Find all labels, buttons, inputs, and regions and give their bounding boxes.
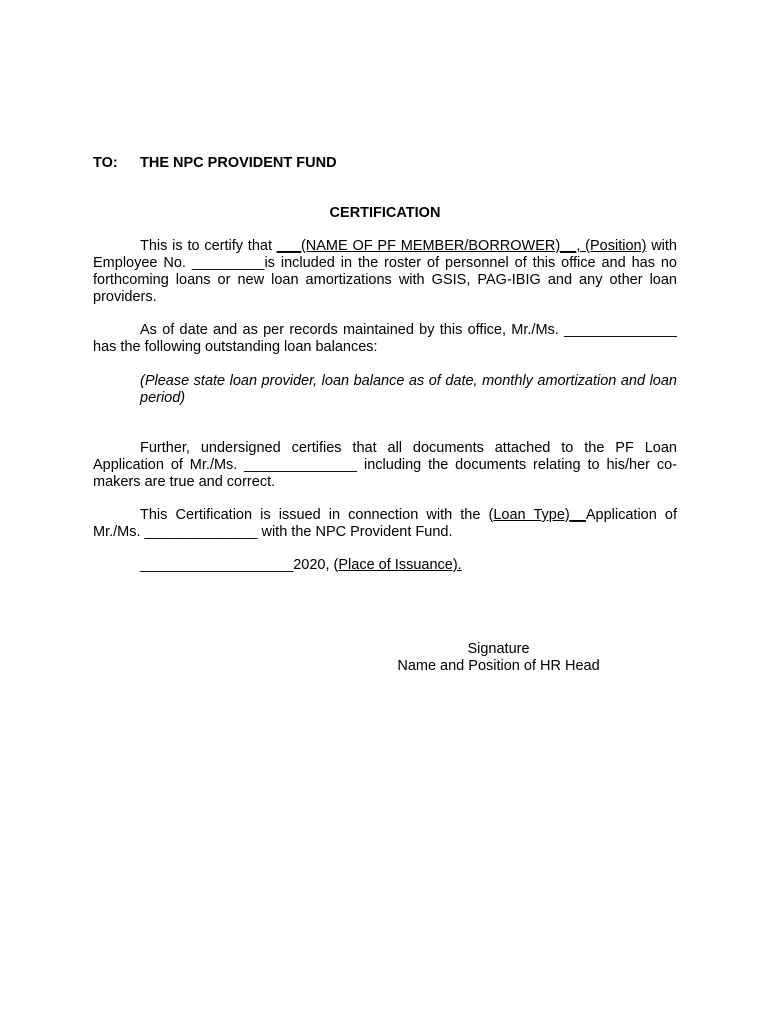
place-field: Place of Issuance). (338, 557, 462, 573)
signature-label: Signature (467, 641, 530, 657)
loan-balances-paragraph: As of date and as per records maintained by this office, Mr./Ms. ______________ has the following outstanding loan balances: (93, 322, 677, 355)
certify-body: with Employee No. _________is included in the roster of personnel of this office and has no forthcoming loans or new loan amortizations with GSIS, PAG-IBIG and any other loan providers. (93, 238, 677, 305)
addressee-line (93, 155, 337, 171)
issuance-paragraph (93, 507, 677, 541)
signatory-position: Name and Position of HR Head (397, 658, 600, 674)
certify-paragraph (93, 238, 677, 306)
date-field: ___________________2020, ( (140, 557, 339, 573)
document-title: CERTIFICATION (329, 205, 441, 221)
issuance-body: Application of Mr./Ms. ______________ with the NPC Provident Fund. (93, 507, 677, 540)
certify-intro: This is to certify that (140, 238, 277, 254)
member-name-field: ___(NAME OF PF MEMBER/BORROWER)__, (Position) (276, 238, 647, 254)
issuance-intro: This Certification is issued in connection with the ( (140, 507, 494, 523)
addressee-name: THE NPC PROVIDENT FUND (140, 155, 337, 171)
to-label: TO: (93, 155, 118, 171)
loan-type-field: Loan Type)__ (493, 507, 586, 523)
loan-instructions-note: (Please state loan provider, loan balance as of date, monthly amortization and loan period) (140, 373, 677, 406)
date-place-line (93, 557, 677, 574)
documents-paragraph: Further, undersigned certifies that all documents attached to the PF Loan Application of Mr./Ms. ______________ including the documents relating to his/her co-makers are true and correct. (93, 440, 677, 490)
